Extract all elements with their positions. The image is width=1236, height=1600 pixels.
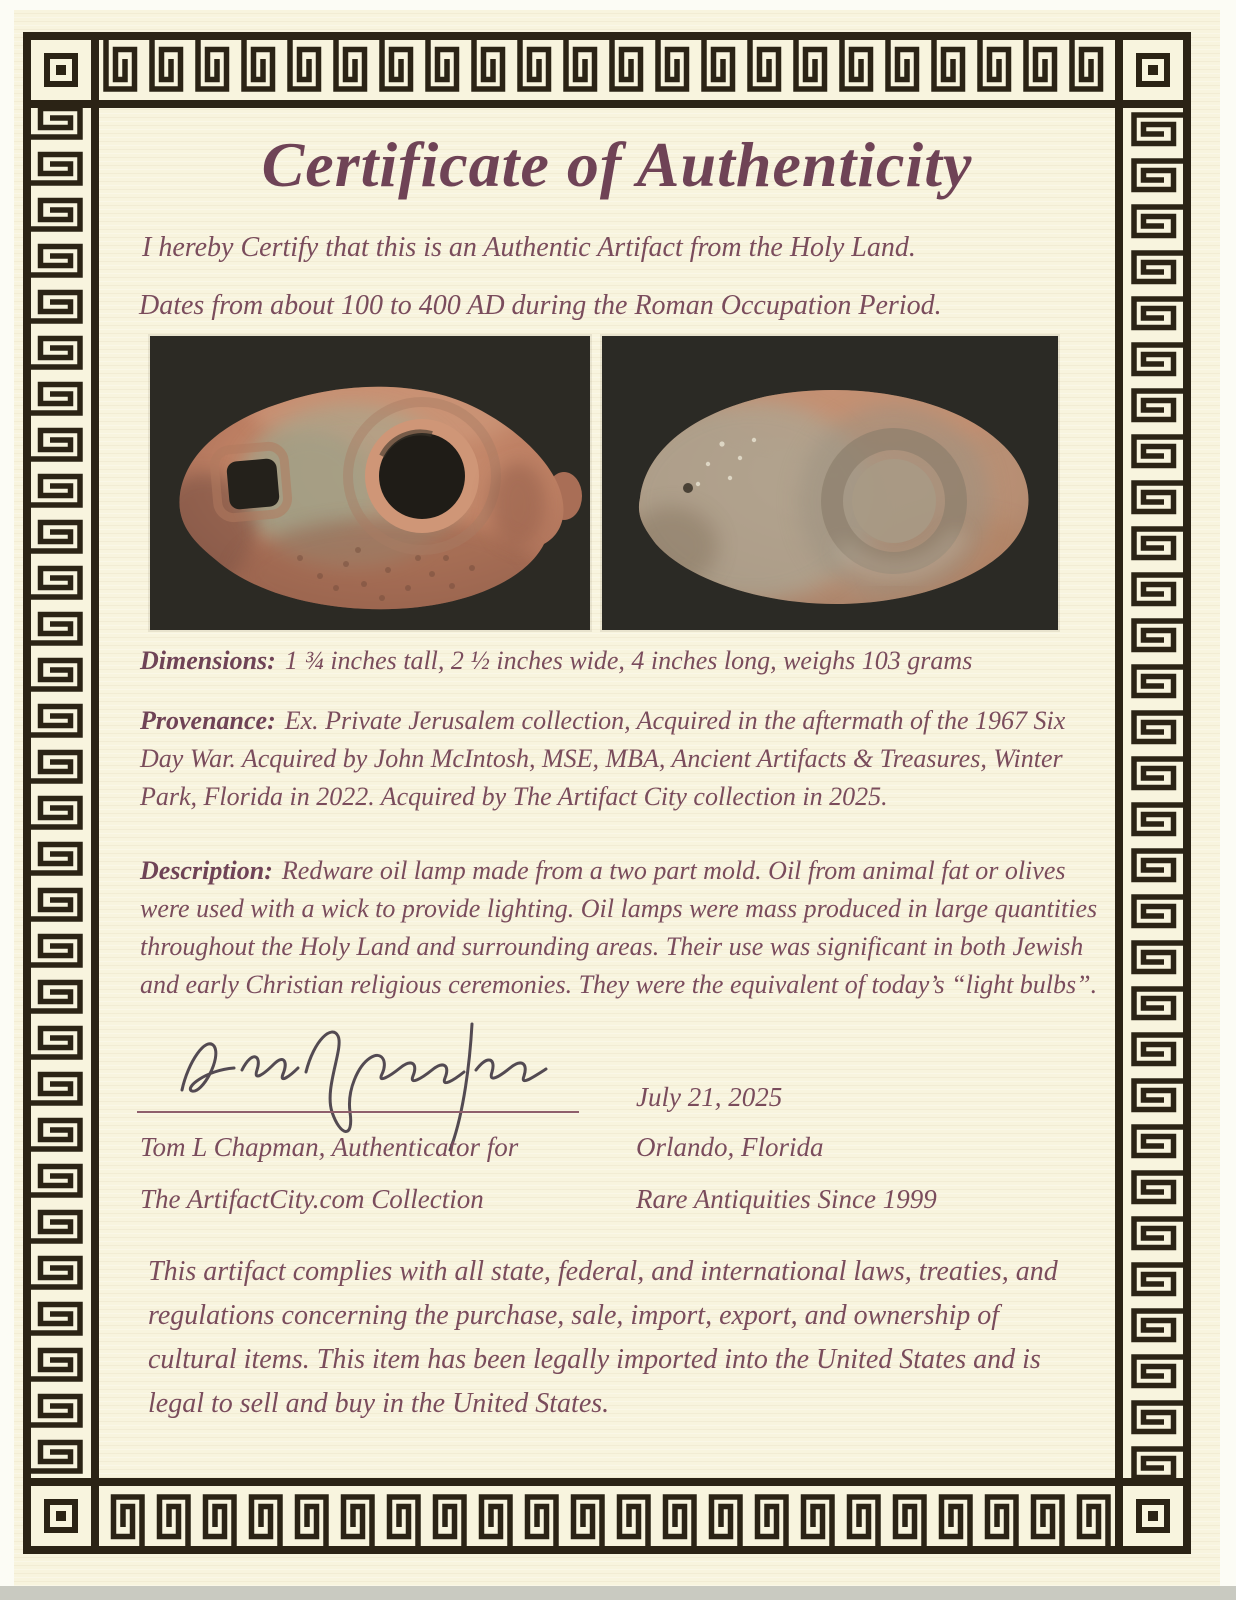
artifact-photo-bottom-view — [602, 336, 1058, 630]
dimensions-text: 1 ¾ inches tall, 2 ½ inches wide, 4 inches long, weighs 103 grams — [284, 646, 973, 675]
oil-lamp-bottom-view — [602, 336, 1058, 630]
description-paragraph — [140, 852, 1104, 1004]
dating-statement: Dates from about 100 to 400 AD during the Roman Occupation Period. — [139, 290, 942, 321]
company-tagline: Rare Antiquities Since 1999 — [636, 1184, 937, 1214]
provenance-paragraph — [140, 702, 1098, 816]
certificate-date: July 21, 2025 — [636, 1082, 783, 1112]
description-text: Redware oil lamp made from a two part mold. Oil from animal fat or olives were used with a wick to provide lighting. Oil lamps were mass produced in large quantities throughout the Holy Land and surrounding areas. Their use was significant in both Jewish and early Christian religious ceremonies. They were the equivalent of today’s “light bulbs”. — [140, 856, 1098, 999]
certificate-page — [14, 10, 1220, 1586]
dimensions-label: Dimensions: — [140, 646, 276, 675]
collection-name: The ArtifactCity.com Collection — [140, 1184, 484, 1214]
legal-compliance-paragraph: This artifact complies with all state, federal, and international laws, treaties, and regulations concerning the purchase, sale, import, export, and ownership of cultural items. This item has been legally imported into the United States and is legal to sell and buy in the United States. — [148, 1256, 1058, 1419]
provenance-label: Provenance: — [140, 706, 276, 735]
dimensions-paragraph — [140, 642, 1120, 680]
signature-line — [137, 1111, 579, 1113]
certificate-title: Certificate of Authenticity — [261, 129, 973, 200]
provenance-text: Ex. Private Jerusalem collection, Acquired in the aftermath of the 1967 Six Day War. Acquired by John McIntosh, MSE, MBA, Ancient Artifacts & Treasures, Winter Park, Florida in 2022. Acquired by The Artifact City collection in 2025. — [140, 706, 1066, 811]
certificate-content — [14, 10, 1220, 1586]
authenticator-name: Tom L Chapman, Authenticator for — [140, 1132, 519, 1162]
description-label: Description: — [140, 856, 273, 885]
certify-statement: I hereby Certify that this is an Authentic Artifact from the Holy Land. — [142, 232, 916, 263]
oil-lamp-side-top-view — [150, 336, 590, 630]
certificate-location: Orlando, Florida — [636, 1132, 824, 1162]
scan-edge — [0, 1586, 1236, 1600]
artifact-photo-side-view — [150, 336, 590, 630]
